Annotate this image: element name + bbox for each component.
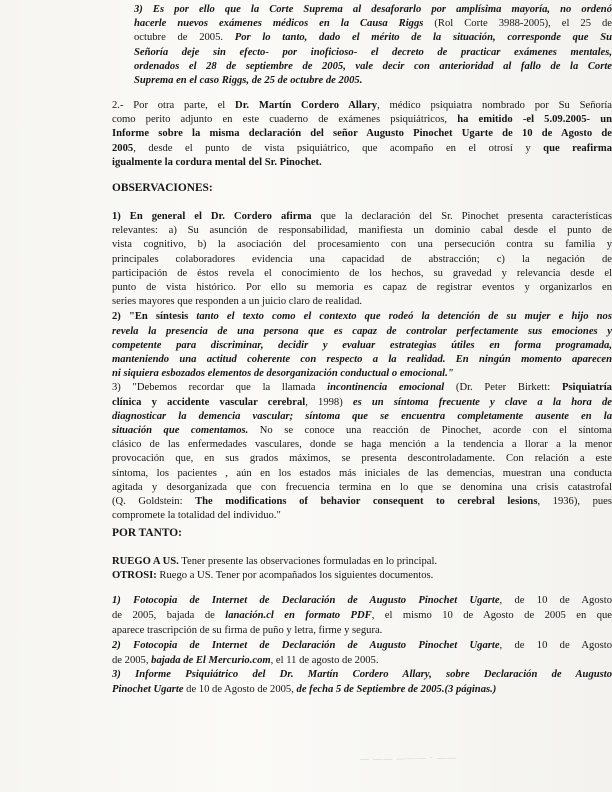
text-run: lanación.cl en formato PDF	[225, 610, 372, 622]
text-run: clínica y accidente vascular cerebral	[112, 396, 306, 408]
text-run: aparece trascripción de su firma de puño y letra, firme y segura.	[112, 625, 383, 637]
text-run: que reafirma	[543, 142, 612, 154]
text-line	[112, 281, 612, 295]
text-run: (Dr. Peter Birkett:	[444, 382, 562, 394]
text-run: bajada de El Mercurio.com	[151, 654, 271, 666]
text-run: que la declaración del Sr. Pinochet presenta características	[311, 211, 612, 222]
text-line	[112, 452, 612, 466]
bleed-through-marks: — —— ——— · ——	[359, 752, 458, 764]
text-line	[112, 624, 612, 638]
text-line	[112, 668, 612, 682]
text-line	[112, 654, 612, 668]
text-run: No se conoce una reacción de Pinochet, acorde con el síntoma	[248, 425, 612, 437]
text-line	[112, 267, 612, 281]
text-run: como perito adjunto en este cuaderno de exámenes psiquiátricos,	[112, 114, 458, 126]
text-run: 1) Fotocopia de Internet de Declaración de Augusto Pinochet Ugarte	[112, 595, 500, 606]
text-line	[112, 509, 612, 523]
text-line	[112, 424, 612, 438]
text-line	[112, 438, 612, 452]
text-line	[112, 310, 612, 324]
text-run: 3) "Debemos recordar que la llamada	[112, 382, 328, 394]
text-line	[134, 3, 612, 17]
text-run: provocación que, en sus grados máximos, se presenta descontroladamente. Con relación a este	[112, 453, 612, 465]
text-line	[112, 325, 612, 339]
text-run: 3) Es por ello que la Corte Suprema al desaforarlo por amplísima mayoría, no ordenó	[134, 4, 612, 15]
text-run: manteniendo una actitud coherente con respecto a la realidad. En ningún momento aparecen	[112, 354, 612, 366]
text-run: 2005	[112, 142, 134, 154]
text-line	[134, 74, 612, 88]
text-run: principales colaboradores evidencia una capacidad de abstracción; c) la negación de	[112, 253, 612, 265]
petition-section	[112, 555, 612, 583]
text-run: 2.- Por otra parte, el	[112, 100, 236, 111]
text-run: tanto el texto como el contexto que rodeó la detención de su mujer e hijo nos	[196, 311, 612, 323]
text-line	[112, 253, 612, 267]
text-line	[112, 396, 612, 410]
text-line	[134, 60, 612, 74]
text-run: , 1936), pues	[537, 496, 612, 508]
text-run: , 1998)	[305, 396, 353, 408]
text-run: competente para discriminar, decidir y evaluar estrategias útiles en forma programada,	[112, 339, 612, 351]
text-line	[112, 410, 612, 424]
text-run: de 2005, bajada de	[112, 610, 226, 622]
text-line	[134, 17, 612, 31]
text-line	[112, 555, 612, 569]
text-run: The modifications of behavior consequent to cerebral lesions	[195, 496, 538, 508]
text-line	[112, 353, 612, 367]
text-run: Dr. Martín Cordero Allary	[235, 100, 378, 111]
paragraph-2	[112, 99, 612, 170]
text-run: , desde el punto de vista psiquiátrico, que acompaño en el otrosí y	[133, 142, 544, 154]
observaciones-heading: OBSERVACIONES:	[112, 182, 213, 194]
text-line	[112, 156, 612, 170]
text-line	[112, 339, 612, 353]
text-run: Señoría deje sin efecto- por inoficioso- el decreto de practicar exámenes mentales,	[134, 46, 612, 58]
text-run: OTROSI:	[112, 570, 157, 582]
text-run: 3) Informe Psiquiátrico del Dr. Martín Cordero Allary, sobre Declaración de Augusto	[112, 669, 612, 681]
text-line	[112, 381, 612, 395]
text-line	[112, 467, 612, 481]
text-run: igualmente la cordura mental del Sr. Pinochet.	[112, 156, 322, 168]
text-run: ha emitido -el 5.09.2005- un	[457, 114, 612, 126]
text-run: RUEGO A US.	[112, 556, 179, 567]
text-run: octubre de 2005.	[134, 32, 235, 44]
text-run: 2) "En síntesis	[112, 311, 197, 323]
text-run: punto de vista histórico. Por ello su memoria es capaz de registrar eventos y organizarlos en	[112, 282, 612, 294]
text-run: Por lo tanto, dado el mérito de la situación, corresponde que Su	[234, 32, 612, 44]
text-line	[112, 481, 612, 495]
text-run: vista cognitivo, b) la asociación del procesamiento con una persecución contra su familia y	[112, 239, 612, 251]
text-line	[112, 639, 612, 653]
text-run: , el 11 de agosto de 2005.	[270, 654, 379, 666]
text-run: relevantes: a) Su asunción de responsabilidad, manifiesta un dominio cabal desde el punto de	[112, 225, 612, 237]
text-line	[112, 238, 612, 252]
item-3-paragraph	[134, 3, 612, 88]
text-line	[112, 569, 612, 583]
text-line	[112, 142, 612, 156]
text-run: , el mismo 10 de Agosto de 2005 en que	[371, 610, 612, 622]
text-run: compromete la totalidad del individuo."	[112, 510, 281, 522]
text-run: síntoma, los pacientes , aún en los estados más iniciales de las demencias, muestran una conducta	[112, 467, 612, 479]
text-run: diagnosticar la demencia vascular; síntoma que se encuentra completamente ausente en la	[112, 410, 612, 422]
text-run: Psiquiatría	[561, 382, 612, 394]
text-line	[112, 295, 612, 309]
text-run: Ruego a US. Tener por acompañados los siguientes documentos.	[156, 570, 434, 582]
text-run: ni siquiera esbozados elementos de desorganización conductual o emocional."	[112, 368, 454, 380]
text-line	[112, 594, 612, 608]
text-line	[112, 113, 612, 127]
text-run: Tener presente las observaciones formuladas en lo principal.	[178, 556, 438, 567]
text-run: 2) Fotocopia de Internet de Declaración de Augusto Pinochet Ugarte	[112, 639, 500, 651]
text-run: ordenados el 28 de septiembre de 2005, vale decir con anterioridad al fallo de la Corte	[134, 60, 612, 72]
text-run: de fecha 5 de Septiembre de 2005.(3 páginas.)	[296, 684, 497, 696]
text-line	[112, 495, 612, 509]
text-line	[112, 224, 612, 238]
text-run: (Rol Corte 3988-2005), el 25 de	[423, 18, 612, 30]
text-run: agitada y desorganizada que con frecuencia termina en lo que se denomina una crisis catastrofal	[112, 481, 612, 493]
text-line	[112, 127, 612, 141]
text-run: series mayores que responden a un juicio claro de realidad.	[112, 296, 363, 308]
text-line	[134, 31, 612, 45]
text-line	[112, 609, 612, 623]
por-tanto-heading: POR TANTO:	[112, 527, 182, 539]
text-run: Pinochet Ugarte	[112, 684, 184, 696]
text-run: (Q. Goldstein:	[112, 496, 196, 508]
text-run: Suprema en el caso Riggs, de 25 de octubre de 2005.	[134, 75, 363, 87]
text-run: , médico psiquiatra nombrado por Su Señoría	[377, 100, 612, 111]
text-run: hacerle nuevos exámenes médicos en la Causa Riggs	[134, 18, 424, 30]
text-run: es un síntoma frecuente y clave a la hora de	[352, 396, 612, 408]
text-run: Informe sobre la misma declaración del señor Augusto Pinochet Ugarte de 10 de Agosto de	[112, 128, 612, 140]
text-run: participación de éstos revela el conocimiento de los hechos, su gravedad y relevancia desde el	[112, 267, 612, 279]
text-run: situación que comentamos.	[112, 425, 249, 437]
text-run: , de 10 de Agosto	[499, 639, 612, 651]
text-run: de 10 de Agosto de 2005,	[183, 684, 297, 696]
attached-documents-list	[112, 594, 612, 697]
text-run: 1) En general el Dr. Cordero afirma	[112, 211, 312, 222]
text-run: de 2005,	[112, 654, 152, 666]
text-run: incontinencia emocional	[327, 382, 445, 394]
text-run: clásico de las enfermedades vasculares, donde se haga mención a la tendencia a llorar a la menor	[112, 439, 612, 451]
text-line	[134, 46, 612, 60]
text-run: revela la presencia de una persona que es capaz de controlar perfectamente sus emociones y	[112, 325, 612, 337]
text-line	[112, 210, 612, 224]
text-line	[112, 367, 612, 381]
text-line	[112, 99, 612, 113]
text-line	[112, 683, 612, 697]
observations-list	[112, 210, 612, 523]
text-run: , de 10 de Agosto	[499, 595, 612, 606]
